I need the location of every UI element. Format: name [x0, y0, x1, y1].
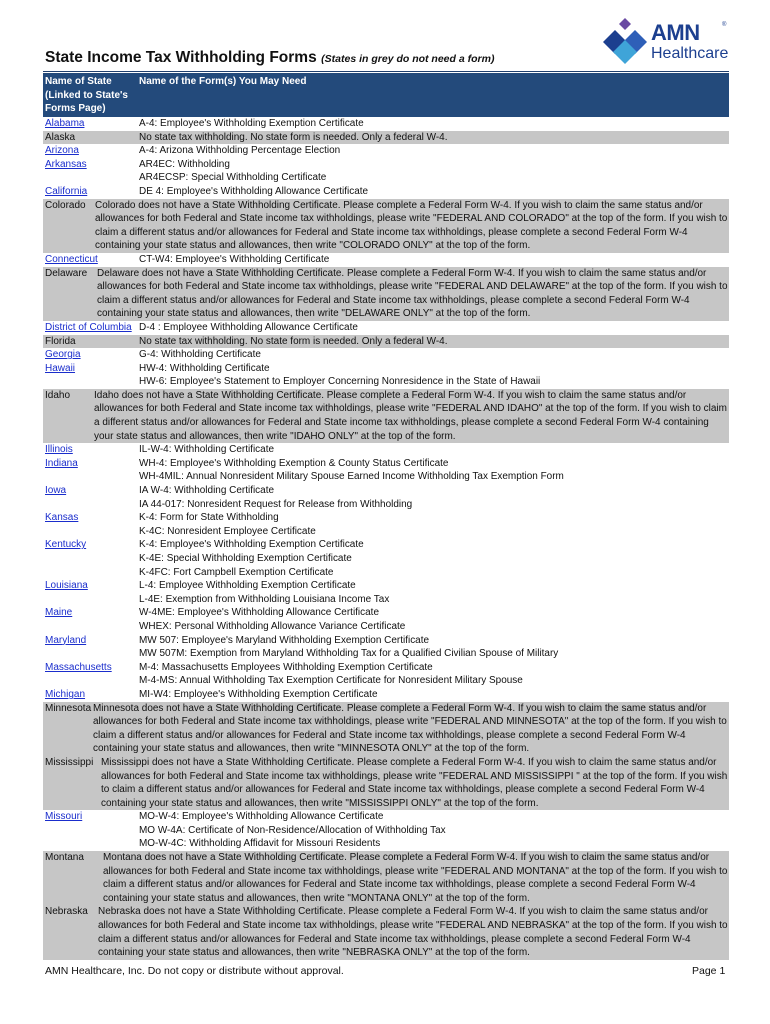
form-line: K-4C: Nonresident Employee Certificate [139, 525, 316, 537]
state-cell [43, 905, 98, 959]
state-link[interactable]: Michigan [45, 688, 86, 700]
state-cell [43, 443, 139, 457]
table-row [43, 131, 729, 145]
table-row [43, 117, 729, 131]
form-line: containing your state status and allowances, then write "MONTANA ONLY" at the top of the form. [102, 892, 530, 904]
forms-cell [139, 321, 729, 335]
form-line: MO-W-4C: Withholding Affidavit for Missouri Residents [139, 838, 381, 850]
state-link[interactable]: Maine [45, 607, 73, 619]
table-row [43, 905, 729, 959]
table-row [43, 267, 729, 321]
form-line: claim a different status and/or allowances for Federal and State income tax withholdings, please complete a second Federal Form W-4 [97, 933, 691, 945]
header-forms-column: Name of the Form(s) You May Need [139, 76, 307, 87]
table-row [43, 661, 729, 688]
form-line: containing your state status and allowances, then write "MINNESOTA ONLY" at the top of the form. [93, 743, 530, 755]
form-line: WH-4MIL: Annual Nonresident Military Spouse Earned Income Withholding Tax Exemption Form [139, 471, 564, 483]
state-name: Mississippi [45, 756, 94, 768]
form-line: to claim a different status and/or allowances for Federal and State income tax withholdings, please complete a second Federal Form W-4 [100, 784, 705, 796]
logo-registered: ® [722, 22, 727, 28]
table-row [43, 634, 729, 661]
state-link[interactable]: Indiana [45, 457, 78, 469]
table-row [43, 335, 729, 349]
title-note: (States in grey do not need a form) [321, 53, 495, 65]
state-cell [43, 335, 139, 349]
forms-cell [139, 348, 729, 362]
forms-cell [139, 158, 729, 185]
state-link[interactable]: Connecticut [45, 253, 98, 265]
table-row [43, 457, 729, 484]
form-line: Nebraska does not have a State Withholding Certificate. Please complete a Federal Form W-4. If you wish to claim the same status and/or [97, 906, 708, 918]
state-cell [43, 199, 95, 253]
form-line: your state status and allowances, then write "IDAHO ONLY" at the top of the form. [94, 430, 456, 442]
form-line: L-4: Employee Withholding Exemption Certificate [139, 580, 356, 592]
form-line: claim a different status and/or allowances for Federal and State income tax withholdings, please complete a second Federal Form W-4 [102, 879, 696, 891]
state-link[interactable]: Kansas [45, 512, 79, 524]
forms-cell [98, 905, 729, 959]
form-line: MO-W-4: Employee's Withholding Allowance Certificate [139, 811, 384, 823]
state-link[interactable]: Massachusetts [45, 661, 112, 673]
state-name: Florida [45, 335, 76, 347]
state-link[interactable]: Kentucky [45, 539, 87, 551]
form-line: WH-4: Employee's Withholding Exemption & County Status Certificate [139, 457, 449, 469]
header-state-line: Forms Page) [45, 103, 106, 115]
state-cell [43, 688, 139, 702]
page-number: Page 1 [692, 965, 726, 977]
state-cell [43, 702, 93, 756]
table-row [43, 606, 729, 633]
state-cell [43, 321, 139, 335]
forms-cell [139, 443, 729, 457]
form-line: MI-W4: Employee's Withholding Exemption Certificate [139, 688, 378, 700]
state-cell [43, 810, 139, 851]
form-line: MW 507: Employee's Maryland Withholding Exemption Certificate [139, 634, 430, 646]
form-line: No state tax withholding. No state form is needed. Only a federal W-4. [139, 335, 448, 347]
table-row [43, 321, 729, 335]
form-line: Delaware does not have a State Withholding Certificate. Please complete a Federal Form W-4. If you wish to claim the same status and/or [96, 267, 706, 279]
state-link[interactable]: Louisiana [45, 580, 88, 592]
forms-cell [95, 199, 729, 253]
forms-cell [139, 131, 729, 145]
forms-cell [139, 579, 729, 606]
state-cell [43, 362, 139, 389]
table-body [43, 117, 729, 960]
state-link[interactable]: Georgia [45, 349, 81, 361]
forms-cell [139, 538, 729, 579]
form-line: allowances for both Federal and State income tax withholdings, please write "FEDERAL AND IDAHO" at the top of the form. If you wish to claim [94, 403, 728, 415]
form-line: AR4EC: Withholding [139, 158, 230, 170]
state-cell [43, 484, 139, 511]
form-line: IA W-4: Withholding Certificate [139, 485, 275, 497]
form-line: AR4ECSP: Special Withholding Certificate [139, 172, 327, 184]
forms-table [43, 73, 729, 960]
logo-name: AMN [651, 20, 700, 45]
table-row [43, 702, 729, 756]
table-row [43, 756, 729, 810]
form-line: K-4: Employee's Withholding Exemption Certificate [139, 539, 364, 551]
form-line: CT-W4: Employee's Withholding Certificate [139, 253, 330, 265]
table-row [43, 253, 729, 267]
header-state-line: (Linked to State's [45, 89, 128, 101]
form-line: allowances for both Federal and State income tax withholdings, please write "FEDERAL AND DELAWARE" at the top of the form. If you wish to [96, 281, 728, 293]
table-row [43, 851, 729, 905]
form-line: No state tax withholding. No state form is needed. Only a federal W-4. [139, 131, 448, 143]
forms-cell [101, 756, 729, 810]
table-row [43, 144, 729, 158]
table-row [43, 579, 729, 606]
forms-cell [139, 335, 729, 349]
table-row [43, 443, 729, 457]
table-row [43, 199, 729, 253]
state-cell [43, 267, 97, 321]
forms-cell [103, 851, 729, 905]
form-line: M-4: Massachusetts Employees Withholding Exemption Certificate [139, 661, 433, 673]
table-row [43, 348, 729, 362]
form-line: Idaho does not have a State Withholding Certificate. Please complete a Federal Form W-4. If you wish to claim the same status and/or [94, 389, 687, 401]
form-line: Mississippi does not have a State Withholding Certificate. Please complete a Federal Form W-4. If you wish to claim the same status and/or [100, 756, 717, 768]
forms-cell [139, 511, 729, 538]
form-line: WHEX: Personal Withholding Allowance Variance Certificate [139, 620, 406, 632]
form-line: allowances for both Federal and State income tax withholdings, please write "FEDERAL AND MONTANA" at the top of the form. If you wish to [102, 865, 728, 877]
forms-cell [139, 606, 729, 633]
form-line: L-4E: Exemption from Withholding Louisiana Income Tax [139, 593, 390, 605]
form-line: allowances for both Federal and State income tax withholdings, please write "FEDERAL AND COLORADO" at the top of the form. If you wish to [94, 213, 728, 225]
table-row [43, 511, 729, 538]
form-line: MO W-4A: Certificate of Non-Residence/Allocation of Withholding Tax [139, 824, 446, 836]
forms-cell [139, 457, 729, 484]
form-line: allowances for both Federal and State income tax withholdings, please write "FEDERAL AND MINNESOTA" at the top of the form. If you wish to [93, 716, 728, 728]
form-line: IL-W-4: Withholding Certificate [139, 444, 275, 456]
form-line: claim a different status and/or allowances for Federal and State income tax withholdings, please complete a second Federal Form W-4 [96, 294, 690, 306]
form-line: Minnesota does not have a State Withholding Certificate. Please complete a Federal Form W-4. If you wish to claim the same status and/or [93, 702, 707, 714]
state-cell [43, 606, 139, 633]
state-link[interactable]: Arkansas [45, 158, 87, 170]
amn-logo [601, 16, 731, 68]
forms-cell [139, 661, 729, 688]
form-line: allowances for both Federal and State income tax withholdings, please write "FEDERAL AND MISSISSIPPI " at the top of the form. If you wish [100, 770, 728, 782]
form-line: K-4: Form for State Withholding [139, 512, 279, 524]
forms-cell [139, 634, 729, 661]
forms-cell [97, 267, 729, 321]
table-row [43, 158, 729, 185]
state-cell [43, 579, 139, 606]
form-line: claim a different status and/or allowances for Federal and State income tax withholdings, please complete a second Federal Form W-4 [94, 226, 688, 238]
form-line: A-4: Employee's Withholding Exemption Certificate [139, 118, 364, 129]
forms-cell [139, 185, 729, 199]
state-cell [43, 131, 139, 145]
form-line: M-4-MS: Annual Withholding Tax Exemption Certificate for Nonresident Military Spouse [139, 675, 523, 687]
state-cell [43, 457, 139, 484]
state-cell [43, 253, 139, 267]
state-link[interactable]: Alabama [45, 118, 85, 129]
state-name: Idaho [45, 389, 71, 401]
title-main: State Income Tax Withholding Forms [45, 49, 317, 66]
table-header [43, 73, 729, 117]
table-row [43, 185, 729, 199]
state-name: Montana [45, 852, 84, 864]
state-cell [43, 634, 139, 661]
form-line: A-4: Arizona Withholding Percentage Election [139, 145, 341, 157]
form-line: claim a different status and/or allowances for Federal and State income tax withholdings, please complete a second Federal Form W-4 [93, 729, 686, 741]
state-name: Minnesota [45, 702, 92, 714]
table-row [43, 538, 729, 579]
table-row [43, 389, 729, 443]
state-link[interactable]: Arizona [45, 145, 79, 157]
forms-cell [139, 253, 729, 267]
table-row [43, 688, 729, 702]
forms-cell [139, 688, 729, 702]
form-line: containing your state status and allowances, then write "NEBRASKA ONLY" at the top of the form. [97, 947, 530, 959]
form-line: K-4E: Special Withholding Exemption Certificate [139, 553, 352, 564]
form-line: HW-4: Withholding Certificate [139, 362, 270, 374]
form-line: containing your state status and allowances, then write "MISSISSIPPI ONLY" at the top of the form. [100, 797, 539, 809]
footer-disclaimer: AMN Healthcare, Inc. Do not copy or distribute without approval. [45, 965, 344, 977]
state-cell [43, 185, 139, 199]
state-cell [43, 511, 139, 538]
state-cell [43, 538, 139, 579]
table-row [43, 810, 729, 851]
state-name: Alaska [45, 131, 76, 143]
header-state-line: Name of State [45, 76, 112, 87]
forms-cell [139, 144, 729, 158]
state-cell [43, 117, 139, 131]
form-line: a different status and/or allowances for Federal and State income tax withholdings, please complete a second Federal Form W-4 containing [94, 417, 709, 429]
form-line: HW-6: Employee's Statement to Employer Concerning Nonresidence in the State of Hawaii [139, 376, 541, 388]
forms-cell [94, 389, 729, 443]
amn-logo-mark-icon [601, 16, 649, 66]
form-line: Colorado does not have a State Withholding Certificate. Please complete a Federal Form W-4. If you wish to claim the same status and/or [94, 199, 703, 211]
state-cell [43, 756, 101, 810]
state-cell [43, 661, 139, 688]
state-name: Nebraska [45, 906, 88, 918]
state-cell [43, 158, 139, 185]
state-name: Colorado [45, 199, 86, 211]
page-title [45, 49, 525, 67]
form-line: MW 507M: Exemption from Maryland Withholding Tax for a Qualified Civilian Spouse of Military [139, 648, 559, 660]
state-link[interactable]: Hawaii [45, 362, 76, 374]
form-line: allowances for both Federal and State income tax withholdings, please write "FEDERAL AND NEBRASKA" at the top of the form. If you wish to [97, 920, 728, 932]
form-line: IA 44-017: Nonresident Request for Release from Withholding [139, 498, 413, 510]
forms-cell [139, 362, 729, 389]
forms-cell [139, 810, 729, 851]
form-line: containing your state status and allowances, then write "COLORADO ONLY" at the top of the form. [94, 240, 531, 252]
state-name: Delaware [45, 267, 88, 279]
form-line: DE 4: Employee's Withholding Allowance Certificate [139, 185, 369, 197]
form-line: Montana does not have a State Withholding Certificate. Please complete a Federal Form W-4. If you wish to claim the same status and/or [102, 852, 709, 864]
form-line: G-4: Withholding Certificate [139, 349, 261, 361]
form-line: containing your state status and allowances, then write "DELAWARE ONLY" at the top of the form. [96, 308, 531, 320]
state-cell [43, 851, 103, 905]
form-line: W-4ME: Employee's Withholding Allowance Certificate [139, 607, 379, 619]
form-line: K-4FC: Fort Campbell Exemption Certificate [139, 566, 334, 578]
title-divider [43, 71, 729, 72]
state-link[interactable]: Maryland [45, 634, 87, 646]
state-link[interactable]: Illinois [45, 444, 73, 456]
forms-cell [139, 117, 729, 131]
header-state-column [43, 75, 139, 117]
state-cell [43, 144, 139, 158]
table-row [43, 362, 729, 389]
table-row [43, 484, 729, 511]
state-link[interactable]: Iowa [45, 485, 67, 497]
state-link[interactable]: California [45, 185, 88, 197]
logo-subtitle: Healthcare [651, 45, 729, 62]
state-link[interactable]: District of Columbia [45, 321, 132, 333]
forms-cell [93, 702, 729, 756]
form-line: D-4 : Employee Withholding Allowance Certificate [139, 321, 358, 333]
state-cell [43, 389, 94, 443]
state-link[interactable]: Missouri [45, 811, 83, 823]
state-cell [43, 348, 139, 362]
forms-cell [139, 484, 729, 511]
